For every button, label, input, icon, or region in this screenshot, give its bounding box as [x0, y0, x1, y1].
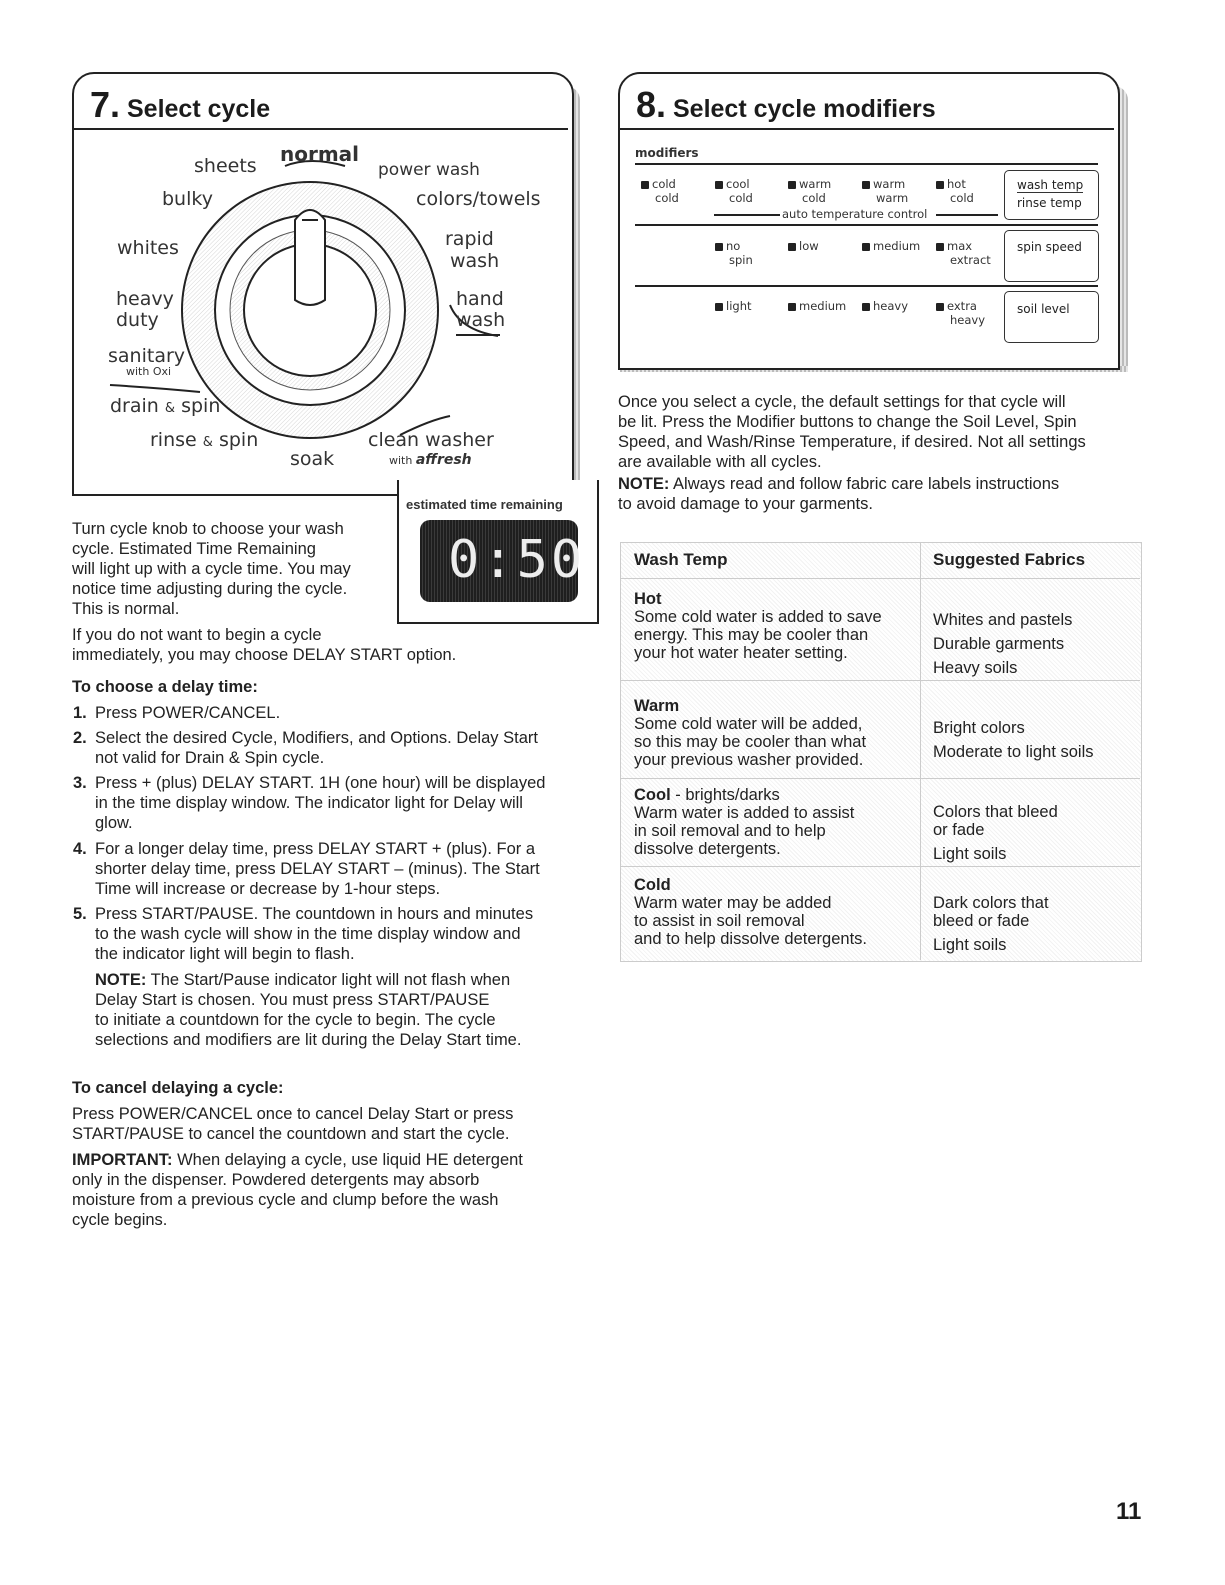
- temp-name: Hot: [634, 590, 662, 608]
- temp-option-warm-cold[interactable]: [788, 177, 831, 205]
- step-line: not valid for Drain & Spin cycle.: [95, 749, 325, 767]
- option-top: cool: [726, 177, 750, 191]
- indicator-light: [715, 303, 723, 311]
- table-row-hot-temp: [634, 590, 882, 662]
- step8-intro-line: Speed, and Wash/Rinse Temperature, if desired. Not all settings: [618, 433, 1086, 451]
- with-word: with: [389, 454, 413, 467]
- temp-row-rule: [635, 224, 1098, 226]
- dial-label-whites: whites: [117, 237, 179, 259]
- table-row-hot-fabrics: [933, 608, 1072, 680]
- cancel-delay-text: [72, 1104, 513, 1144]
- option-top: warm: [873, 177, 906, 191]
- step-line: shorter delay time, press DELAY START – (minus). The Start: [95, 860, 540, 878]
- table-row-divider: [620, 680, 1140, 681]
- option-bottom: cold: [802, 191, 826, 205]
- temp-desc-line: so this may be cooler than what: [634, 733, 867, 751]
- important-line: moisture from a previous cycle and clump before the wash: [72, 1191, 499, 1209]
- step-line: to the wash cycle will show in the time display window and: [95, 925, 521, 943]
- step-number: 1.: [73, 704, 87, 722]
- step8-intro: [618, 392, 1086, 472]
- drain-spin-word: spin: [181, 395, 221, 417]
- table-header-suggested-fabrics: Suggested Fabrics: [933, 550, 1086, 569]
- table-row-warm-fabrics: [933, 716, 1094, 764]
- temp-desc-line: in soil removal and to help: [634, 822, 826, 840]
- affresh-logo: affresh: [415, 452, 472, 468]
- indicator-light: [788, 303, 796, 311]
- dial-label-rapid: rapid: [445, 228, 494, 250]
- temp-name: Cold: [634, 876, 671, 894]
- time-display-value: 0:50: [448, 530, 586, 590]
- fabric-line: Moderate to light soils: [933, 743, 1094, 761]
- cancel-line: START/PAUSE to cancel the countdown and start the cycle.: [72, 1125, 510, 1143]
- dial-label-hand: hand: [456, 288, 504, 310]
- indicator-light: [715, 243, 723, 251]
- table-row-divider: [620, 866, 1140, 867]
- cancel-delay-heading: To cancel delaying a cycle:: [72, 1079, 284, 1097]
- option-top: light: [726, 299, 752, 313]
- dial-label-rinse-spin: [150, 430, 258, 453]
- temp-option-hot-cold[interactable]: [936, 177, 974, 205]
- step8-intro-line: are available with all cycles.: [618, 453, 822, 471]
- option-top: cold: [652, 177, 676, 191]
- fabric-line: Light soils: [933, 845, 1007, 863]
- spin-option-medium[interactable]: [862, 239, 920, 253]
- step8-header-rule: [620, 128, 1114, 130]
- step8-note-line-1: [618, 474, 1059, 494]
- table-row-cold-fabrics: [933, 894, 1049, 954]
- dial-label-clean-washer: clean washer: [368, 429, 494, 451]
- step-number: 3.: [73, 774, 87, 792]
- indicator-light: [641, 181, 649, 189]
- important-text: [72, 1150, 523, 1230]
- note-text: The Start/Pause indicator light will not flash when: [146, 971, 511, 989]
- step7-heading: [90, 84, 270, 126]
- step8-note-label: NOTE:: [618, 475, 670, 493]
- important-line: cycle begins.: [72, 1211, 168, 1229]
- option-bottom: cold: [950, 191, 974, 205]
- table-row-warm-temp: [634, 697, 866, 769]
- intro-line: This is normal.: [72, 600, 180, 618]
- temp-desc-line: to assist in soil removal: [634, 912, 805, 930]
- hand-wash-underline: [456, 334, 500, 336]
- fabric-line: Colors that bleed: [933, 803, 1058, 821]
- indicator-light: [862, 303, 870, 311]
- step8-note: [618, 474, 1059, 514]
- important-label: IMPORTANT:: [72, 1151, 173, 1169]
- indicator-light: [862, 243, 870, 251]
- spin-option-max-extract[interactable]: [936, 239, 991, 267]
- delay-line: If you do not want to begin a cycle: [72, 626, 322, 644]
- step-line: Press START/PAUSE. The countdown in hours and minutes: [95, 905, 534, 923]
- intro-line: Turn cycle knob to choose your wash: [72, 520, 344, 538]
- option-bottom: warm: [876, 191, 909, 205]
- option-top: warm: [799, 177, 832, 191]
- spin-speed-button[interactable]: [1004, 230, 1099, 282]
- spin-row-rule: [635, 285, 1098, 287]
- option-bottom: heavy: [950, 313, 986, 327]
- fabric-line: Light soils: [933, 936, 1007, 954]
- option-bottom: cold: [729, 191, 753, 205]
- rinse-ampersand: &: [202, 435, 213, 450]
- step-line: Press POWER/CANCEL.: [95, 704, 281, 722]
- intro-line: notice time adjusting during the cycle.: [72, 580, 348, 598]
- auto-temp-line-right: [936, 214, 998, 216]
- delay-step-1: [73, 703, 281, 723]
- indicator-light: [715, 181, 723, 189]
- dial-label-soak: soak: [290, 448, 335, 470]
- option-bottom: spin: [729, 253, 753, 267]
- step8-number: 8.: [636, 84, 667, 125]
- page-number: 11: [1116, 1498, 1142, 1525]
- intro-line: will light up with a cycle time. You may: [72, 560, 351, 578]
- modifiers-rule: [635, 163, 1098, 165]
- dial-label-hand-wash: wash: [456, 309, 506, 331]
- step-number: 2.: [73, 729, 87, 747]
- dial-label-drain-spin: [110, 396, 220, 419]
- indicator-light: [788, 181, 796, 189]
- table-row-cold-temp: [634, 876, 867, 948]
- rinse-temp-label: rinse temp: [1017, 196, 1082, 210]
- important-text-1: When delaying a cycle, use liquid HE detergent: [172, 1151, 523, 1169]
- spin-option-no-spin[interactable]: [715, 239, 753, 267]
- delay-note: [95, 970, 521, 1050]
- dial-label-with-affresh: [389, 452, 472, 468]
- table-row-cool-fabrics: [933, 803, 1058, 863]
- drain-word: drain: [110, 395, 159, 417]
- option-top: medium: [799, 299, 847, 313]
- step8-intro-line: Once you select a cycle, the default settings for that cycle will: [618, 393, 1066, 411]
- delay-step-3: [73, 773, 546, 833]
- option-bottom: extract: [950, 253, 991, 267]
- step8-note-line: to avoid damage to your garments.: [618, 495, 873, 513]
- indicator-light: [936, 181, 944, 189]
- step7-title: Select cycle: [126, 95, 271, 123]
- step7-delay-intro: [72, 625, 456, 665]
- auto-temp-line-left: [714, 214, 780, 216]
- temp-option-cold-cold[interactable]: [641, 177, 679, 205]
- spin-speed-label: spin speed: [1017, 240, 1082, 254]
- rinse-word: rinse: [150, 429, 197, 451]
- option-top: max: [947, 239, 973, 253]
- time-display-label: estimated time remaining: [406, 497, 563, 512]
- step-line: the indicator light will begin to flash.: [95, 945, 355, 963]
- step-number: 5.: [73, 905, 87, 923]
- step-line: in the time display window. The indicator light for Delay will: [95, 794, 523, 812]
- note-line: selections and modifiers are lit during the Delay Start time.: [95, 1031, 522, 1049]
- soil-level-button[interactable]: [1004, 291, 1099, 343]
- option-top: heavy: [873, 299, 909, 313]
- option-top: extra: [947, 299, 977, 313]
- fabric-line: Whites and pastels: [933, 611, 1073, 629]
- step8-intro-line: be lit. Press the Modifier buttons to change the Soil Level, Spin: [618, 413, 1077, 431]
- indicator-light: [788, 243, 796, 251]
- step-number: 4.: [73, 840, 87, 858]
- soil-option-heavy[interactable]: [862, 299, 908, 313]
- wash-temp-label: wash temp: [1017, 178, 1084, 192]
- temp-name: Warm: [634, 697, 680, 715]
- rinse-spin-word: spin: [218, 429, 259, 451]
- dial-label-sheets: sheets: [194, 155, 257, 177]
- soil-option-extra-heavy[interactable]: [936, 299, 985, 327]
- dial-label-sanitary: sanitary: [108, 345, 186, 367]
- dial-label-power-wash: power wash: [378, 160, 480, 180]
- indicator-light: [936, 243, 944, 251]
- temp-option-cool-cold[interactable]: [715, 177, 753, 205]
- soil-level-label: soil level: [1017, 302, 1070, 316]
- temp-desc-line: dissolve detergents.: [634, 840, 781, 858]
- temp-desc-line: Warm water is added to assist: [634, 804, 855, 822]
- table-row-divider: [620, 778, 1140, 779]
- temp-desc-line: Some cold water is added to save: [634, 608, 882, 626]
- table-header-wash-temp: Wash Temp: [634, 550, 728, 569]
- note-line: Delay Start is chosen. You must press START/PAUSE: [95, 991, 490, 1009]
- soil-option-light[interactable]: [715, 299, 752, 313]
- indicator-light: [936, 303, 944, 311]
- fabric-line: Durable garments: [933, 635, 1065, 653]
- intro-line: cycle. Estimated Time Remaining: [72, 540, 316, 558]
- step8-note-text: Always read and follow fabric care labels instructions: [669, 475, 1060, 493]
- table-row-cool-temp: [634, 786, 854, 858]
- spin-option-low[interactable]: [788, 239, 819, 253]
- time-display-screen: [420, 520, 586, 602]
- dial-label-heavy: heavy: [116, 288, 174, 310]
- temp-desc-line: Some cold water will be added,: [634, 715, 863, 733]
- fabric-line: Heavy soils: [933, 659, 1018, 677]
- delay-step-4: [73, 839, 540, 899]
- dial-label-duty: duty: [116, 309, 159, 331]
- step-line: For a longer delay time, press DELAY START + (plus). For a: [95, 840, 536, 858]
- table-header-divider: [620, 578, 1140, 579]
- fabric-line: or fade: [933, 821, 985, 839]
- step7-number: 7.: [90, 84, 121, 125]
- note-label: NOTE:: [95, 971, 147, 989]
- temp-desc-line: your hot water heater setting.: [634, 644, 848, 662]
- fabric-line: Bright colors: [933, 719, 1025, 737]
- important-line: only in the dispenser. Powdered detergents may absorb: [72, 1171, 480, 1189]
- cancel-line: Press POWER/CANCEL once to cancel Delay Start or press: [72, 1105, 514, 1123]
- step-line: glow.: [95, 814, 133, 832]
- table-column-divider: [920, 542, 921, 960]
- modifiers-label: modifiers: [635, 146, 699, 160]
- option-top: no: [726, 239, 741, 253]
- soil-option-medium[interactable]: [788, 299, 846, 313]
- fabric-line: bleed or fade: [933, 912, 1030, 930]
- fabric-line: Dark colors that: [933, 894, 1049, 912]
- delay-step-2: [73, 728, 538, 768]
- drain-ampersand: &: [164, 401, 176, 416]
- dial-label-normal: normal: [280, 142, 360, 166]
- indicator-light: [862, 181, 870, 189]
- dial-label-colors-towels: colors/towels: [416, 188, 541, 210]
- note-line-1: [95, 970, 521, 990]
- option-top: low: [799, 239, 819, 253]
- temp-suffix: - brights/darks: [670, 786, 780, 804]
- step-line: Press + (plus) DELAY START. 1H (one hour) will be displayed: [95, 774, 546, 792]
- temp-desc-line: and to help dissolve detergents.: [634, 930, 867, 948]
- option-top: hot: [947, 177, 966, 191]
- step-line: Time will increase or decrease by 1-hour steps.: [95, 880, 441, 898]
- step8-heading: [636, 84, 936, 126]
- temp-desc-line: Warm water may be added: [634, 894, 832, 912]
- auto-temp-label: auto temperature control: [782, 207, 928, 221]
- step7-intro: [72, 519, 351, 619]
- step-line: Select the desired Cycle, Modifiers, and Options. Delay Start: [95, 729, 538, 747]
- temp-desc-line: energy. This may be cooler than: [634, 626, 869, 644]
- temp-name-line: [634, 786, 854, 804]
- temp-name: Cool: [634, 786, 671, 804]
- note-line: to initiate a countdown for the cycle to begin. The cycle: [95, 1011, 496, 1029]
- temp-option-warm-warm[interactable]: [862, 177, 908, 205]
- dial-label-rapid-wash: wash: [450, 250, 500, 272]
- option-bottom: cold: [655, 191, 679, 205]
- choose-delay-heading: To choose a delay time:: [72, 678, 258, 696]
- wash-temp-button[interactable]: [1004, 170, 1099, 220]
- step8-title: Select cycle modifiers: [672, 95, 936, 123]
- delay-step-5: [73, 904, 534, 964]
- dial-label-with-oxi: with Oxi: [126, 365, 172, 378]
- option-top: medium: [873, 239, 921, 253]
- dial-label-bulky: bulky: [162, 188, 213, 210]
- temp-desc-line: your previous washer provided.: [634, 751, 864, 769]
- important-line-1: [72, 1150, 523, 1170]
- delay-line: immediately, you may choose DELAY START option.: [72, 646, 457, 664]
